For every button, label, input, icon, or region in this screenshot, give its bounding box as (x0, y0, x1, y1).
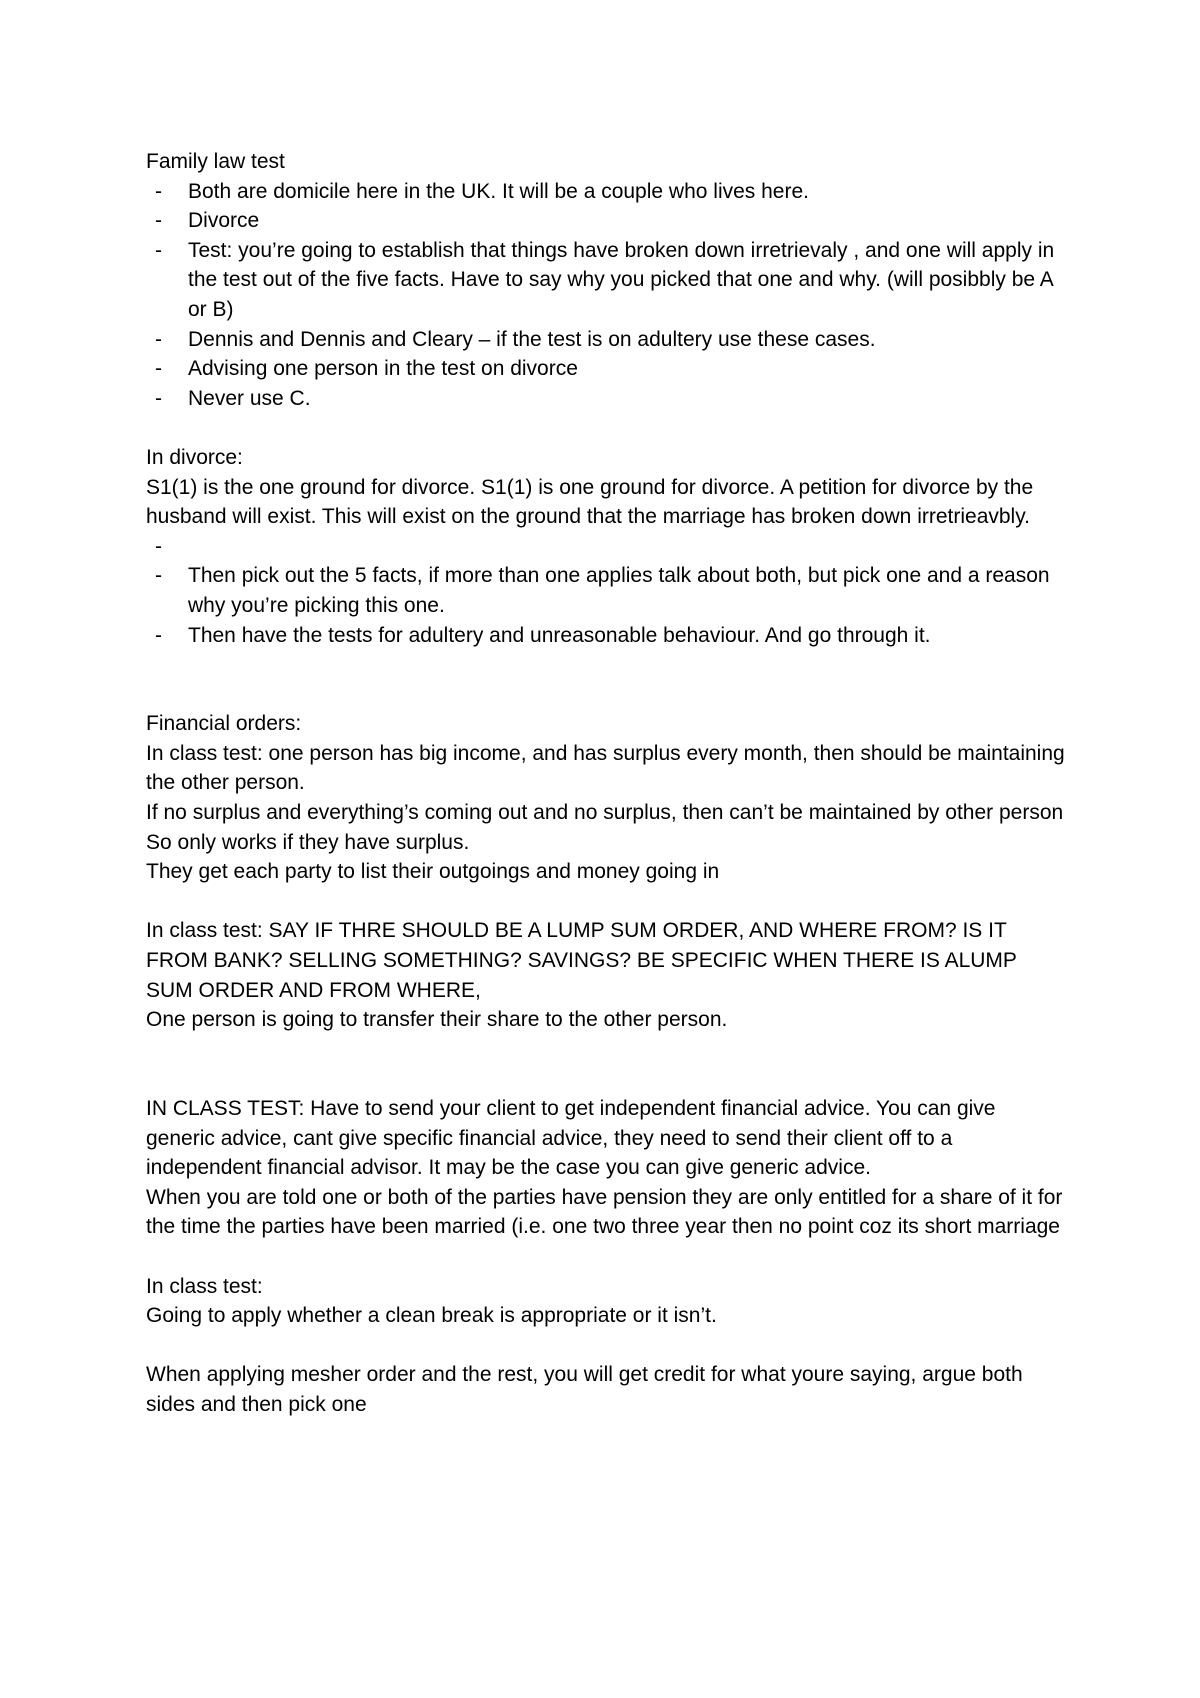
spacer (146, 650, 1066, 709)
divorce-paragraph: S1(1) is the one ground for divorce. S1(1) is one ground for divorce. A petition for divorce by the husband will exist. This will exist on the ground that the marriage has broken down irretrieavbly. (146, 475, 1034, 529)
test-intro-list (146, 177, 1066, 414)
section-heading-in-divorce: In divorce: (146, 445, 243, 469)
spacer (146, 887, 1066, 917)
list-item: - Then pick out the 5 facts, if more than one applies talk about both, but pick one and a reason why you’re picking this one. (146, 561, 1066, 620)
list-item: - Then have the tests for adultery and unreasonable behaviour. And go through it. (146, 621, 1066, 651)
text-line: In class test: one person has big income, and has surplus every month, then should be maintaining the other person. (146, 741, 1065, 795)
text-line: So only works if they have surplus. (146, 830, 470, 854)
spacer (146, 1331, 1066, 1361)
list-item: - Test: you’re going to establish that things have broken down irretrievaly , and one will apply in the test out of the five facts. Have to say why you picked that one and why. (will posibbly be A or B) (146, 236, 1066, 325)
list-item: - Dennis and Dennis and Cleary – if the test is on adultery use these cases. (146, 325, 1066, 355)
divorce-list (146, 532, 1066, 650)
list-item: - Divorce (146, 206, 1066, 236)
text-line: When applying mesher order and the rest, you will get credit for what youre saying, argue both sides and then pick one (146, 1363, 1023, 1416)
text-line: In class test: (146, 1274, 263, 1298)
section-heading-family-law-test: Family law test (146, 150, 285, 173)
spacer (146, 413, 1066, 443)
section-heading-financial-orders: Financial orders: (146, 712, 302, 736)
text-line: In class test: SAY IF THRE SHOULD BE A LUMP SUM ORDER, AND WHERE FROM? IS IT FROM BANK? SELLING SOMETHING? SAVINGS? BE SPECIFIC WHEN THERE IS ALUMP SUM ORDER AND FROM WHERE, (146, 919, 1017, 1002)
spacer (146, 1242, 1066, 1272)
text-line: Going to apply whether a clean break is appropriate or it isn’t. (146, 1304, 717, 1328)
list-item: - Never use C. (146, 384, 1066, 414)
list-item-empty (146, 532, 1066, 562)
text-line: IN CLASS TEST: Have to send your client to get independent financial advice. You can give generic advice, cant give specific financial advice, they need to send their client off to a independent financial advisor. It may be the case you can give generic advice. (146, 1097, 996, 1180)
spacer (146, 1035, 1066, 1094)
list-item: - Both are domicile here in the UK. It will be a couple who lives here. (146, 177, 1066, 207)
text-line: When you are told one or both of the parties have pension they are only entitled for a share of it for the time the parties have been married (i.e. one two three year then no point coz its short marriage (146, 1185, 1063, 1239)
text-line: One person is going to transfer their share to the other person. (146, 1008, 728, 1032)
text-line: They get each party to list their outgoings and money going in (146, 860, 720, 884)
list-item: - Advising one person in the test on divorce (146, 354, 1066, 384)
text-line: If no surplus and everything’s coming out and no surplus, then can’t be maintained by other person (146, 801, 1064, 825)
document-body (146, 147, 1066, 1420)
